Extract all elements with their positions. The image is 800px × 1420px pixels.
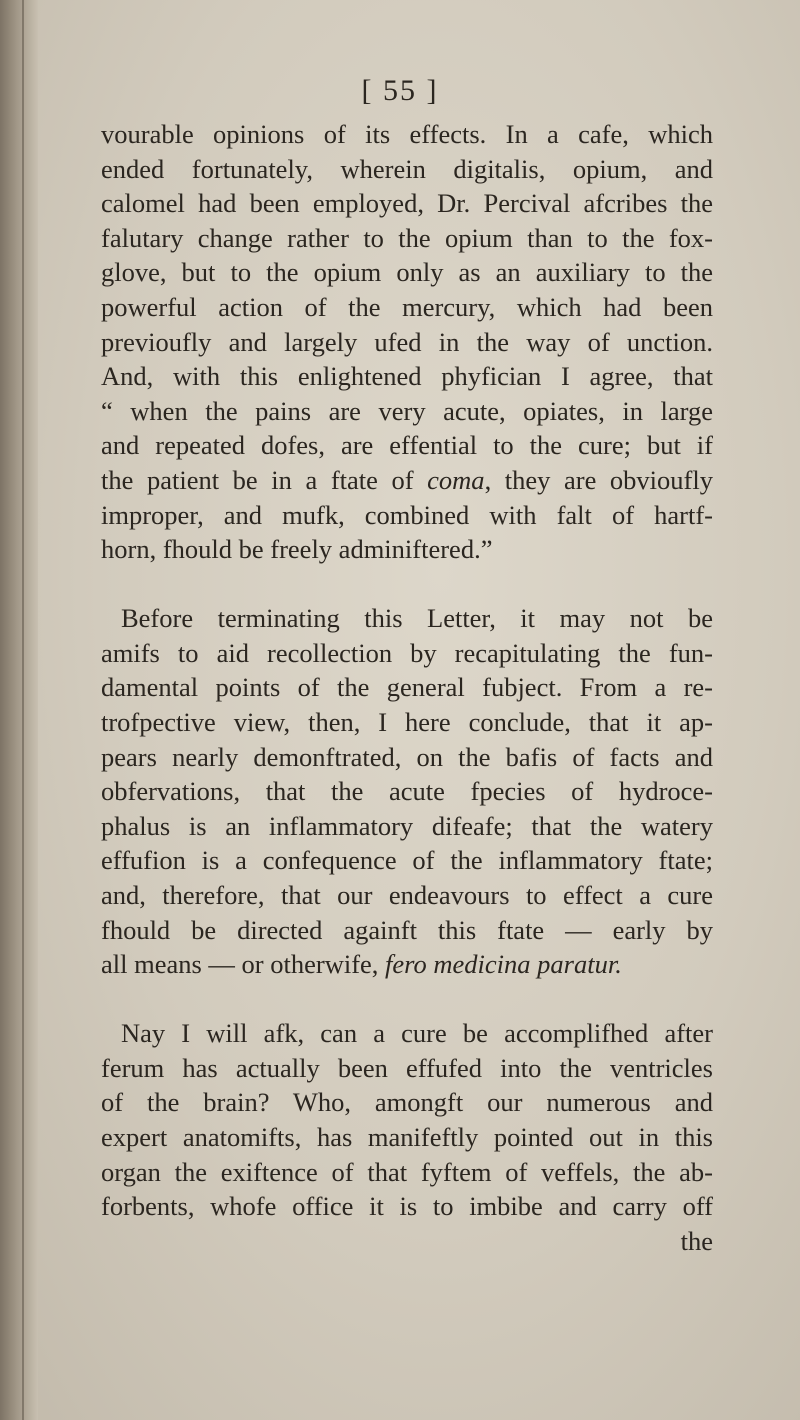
- text-line: calomel had been employed, Dr. Percival afcribes the: [101, 188, 713, 219]
- text-segment: , they are obvioufly: [484, 464, 713, 495]
- italic-phrase: fero medicina paratur.: [385, 949, 622, 980]
- text-line: expert anatomifts, has manifeftly pointed out in this: [101, 1122, 713, 1153]
- text-line: and repeated dofes, are effential to the cure; but if: [101, 430, 713, 461]
- text-line: trofpective view, then, I here conclude, that it ap-: [101, 707, 713, 737]
- italic-word: coma: [427, 464, 485, 495]
- text-line: of the brain? Who, amongft our numerous and: [101, 1087, 713, 1118]
- text-line: obfervations, that the acute fpecies of hydroce-: [101, 776, 713, 807]
- text-line: fhould be directed againft this ftate — early by: [101, 914, 713, 945]
- text-line: organ the exiftence of that fyftem of veffels, the ab-: [101, 1156, 713, 1187]
- text-line: Nay I will afk, can a cure be accomplifhed after: [121, 1018, 713, 1049]
- text-line: “ when the pains are very acute, opiates, in large: [101, 395, 713, 426]
- text-line: and, therefore, that our endeavours to effect a cure: [101, 879, 713, 910]
- text-line-with-italic: [101, 947, 713, 982]
- text-segment: all means — or otherwife,: [101, 949, 386, 980]
- text-line: ferum has actually been effufed into the ventricles: [101, 1052, 713, 1083]
- binding-gutter: [0, 0, 38, 1420]
- text-line: damental points of the general fubject. From a re-: [101, 672, 713, 703]
- text-line-with-italic: [101, 463, 713, 498]
- text-line: pears nearly demonftrated, on the bafis of facts and: [101, 741, 713, 772]
- text-line: glove, but to the opium only as an auxiliary to the: [101, 257, 713, 288]
- body-text: [101, 117, 713, 1258]
- text-line: powerful action of the mercury, which had been: [101, 291, 713, 322]
- paragraph-2: [101, 601, 713, 982]
- paragraph-1: [101, 117, 713, 567]
- text-line: And, with this enlightened phyfician I agree, that: [101, 361, 713, 392]
- text-line: ended fortunately, wherein digitalis, opium, and: [101, 153, 713, 184]
- gutter-shadow-line: [22, 0, 24, 1420]
- text-line: vourable opinions of its effects. In a cafe, which: [101, 119, 713, 149]
- text-line: amifs to aid recollection by recapitulating the fun-: [101, 637, 713, 668]
- catchword: the: [680, 1225, 713, 1256]
- text-line: improper, and mufk, combined with falt of hartf-: [101, 499, 713, 530]
- text-line: phalus is an inflammatory difeafe; that the watery: [101, 810, 713, 841]
- paragraph-gap: [101, 567, 713, 602]
- text-line: horn, fhould be freely adminiftered.”: [101, 534, 493, 565]
- paragraph-gap: [101, 982, 713, 1017]
- text-line: falutary change rather to the opium than to the fox-: [101, 222, 713, 253]
- page-header: [ 55 ]: [361, 74, 439, 107]
- text-line: forbents, whofe office it is to imbibe and carry off: [101, 1191, 713, 1222]
- text-line: effufion is a confequence of the inflammatory ftate;: [101, 845, 713, 876]
- text-line: previoufly and largely ufed in the way of unction.: [101, 326, 713, 357]
- paragraph-3: [101, 1016, 713, 1258]
- text-segment: the patient be in a ftate of: [101, 464, 428, 495]
- text-line: Before terminating this Letter, it may not be: [121, 603, 713, 634]
